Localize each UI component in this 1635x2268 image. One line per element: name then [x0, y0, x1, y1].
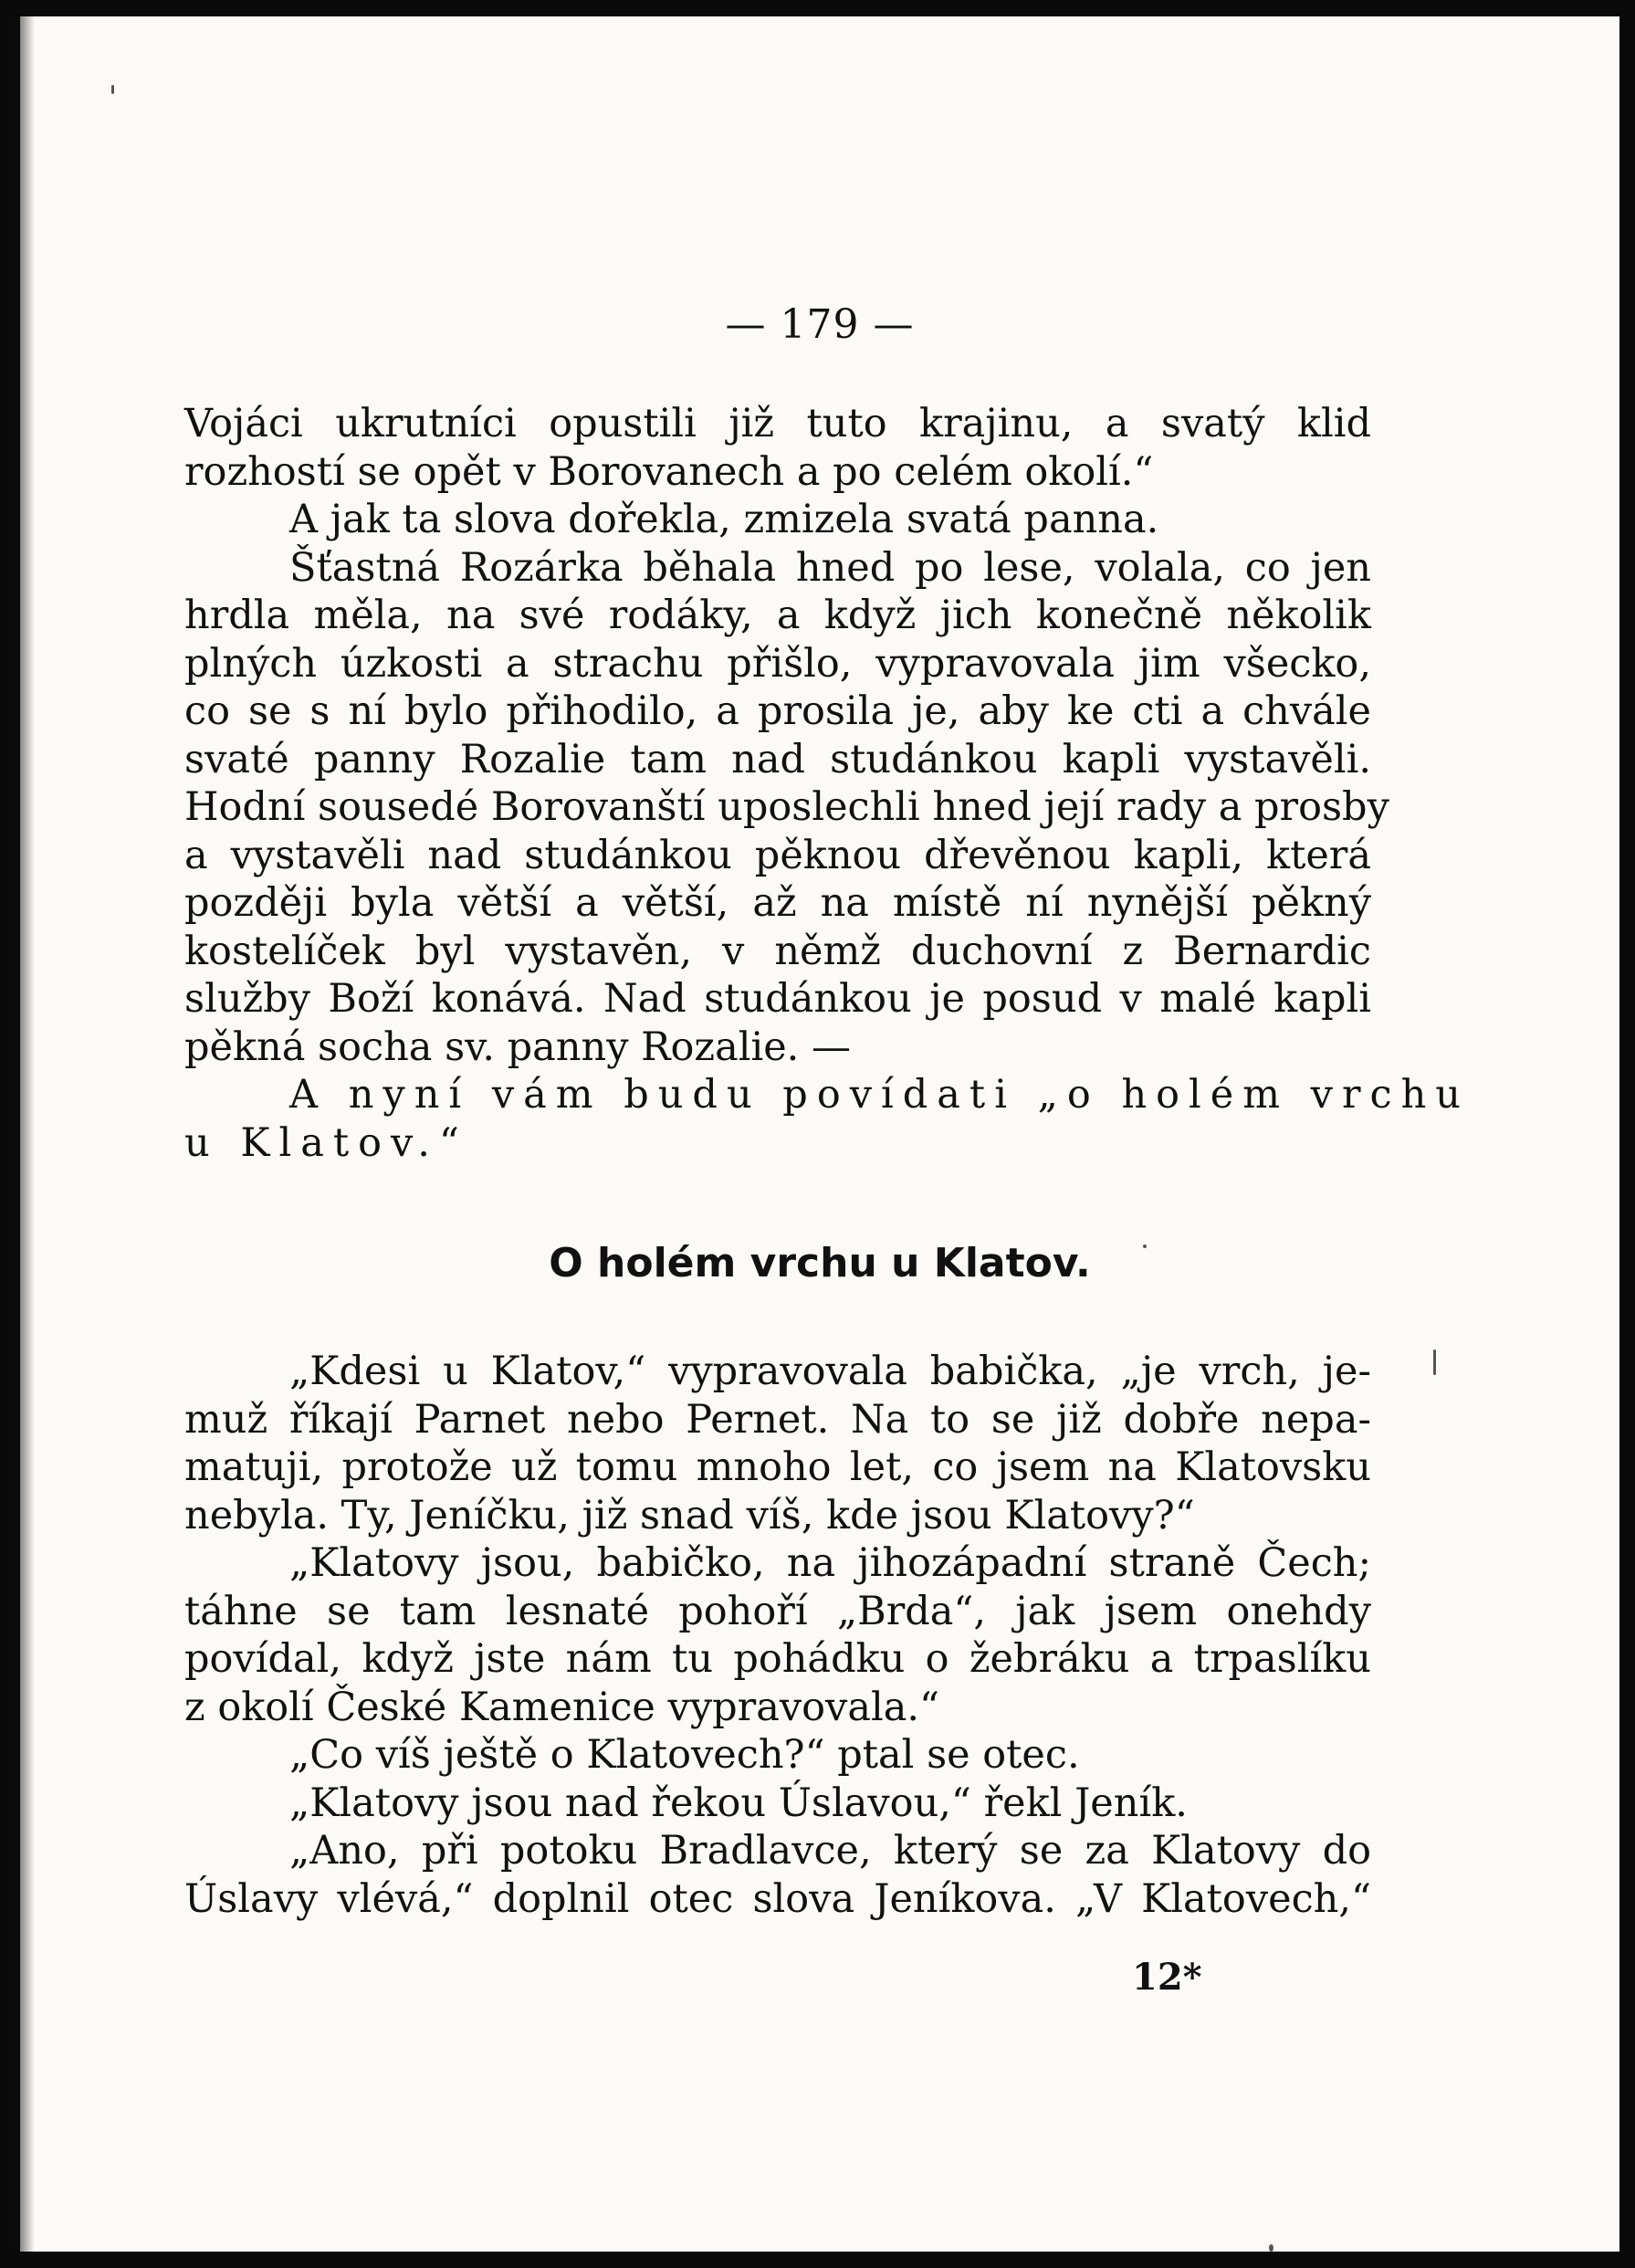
text-line: „Ano, při potoku Bradlavce, který se za Klatovy do [289, 1828, 1371, 1874]
text-line: „Kdesi u Klatov,“ vypravovala babička, „je vrch, je- [289, 1349, 1371, 1394]
book-page [20, 16, 1619, 2252]
text-line: „Klatovy jsou, babičko, na jihozápadní straně Čech; [289, 1540, 1371, 1586]
paragraph-block-2 [184, 1348, 1371, 1923]
text-line: rozhostí se opět v Borovanech a po celém okolí.“ [184, 448, 1154, 495]
printer-signature-mark: 12* [1132, 1956, 1202, 1999]
text-line: matuji, protože už tomu mnoho let, co jsem na Klatovsku [184, 1444, 1371, 1490]
paper-speck [1143, 1244, 1147, 1248]
text-line: plných úzkosti a strachu přišlo, vypravovala jim všecko, [184, 640, 1371, 687]
text-line: z okolí České Kamenice vypravovala.“ [184, 1684, 939, 1730]
text-line: co se s ní bylo přihodilo, a prosila je, aby ke cti a chvále [184, 688, 1371, 734]
page-binding-shadow [20, 16, 35, 2252]
text-line: A jak ta slova dořekla, zmizela svatá panna. [289, 497, 1159, 542]
text-line: a vystavěli nad studánkou pěknou dřevěnou kapli, která [184, 832, 1371, 878]
text-line: později byla větší a větší, až na místě ní nynější pěkný [184, 880, 1371, 926]
text-line: Úslavy vlévá,“ doplnil otec slova Jeníkova. „V Klatovech,“ [184, 1875, 1371, 1922]
text-line: kostelíček byl vystavěn, v němž duchovní z Bernardic [184, 928, 1371, 974]
text-line: nebyla. Ty, Jeníčku, již snad víš, kde jsou Klatovy?“ [184, 1492, 1195, 1538]
text-line: Šťastná Rozárka běhala hned po lese, volala, co jen [289, 544, 1371, 591]
text-line: A nyní vám budu povídati „o holém vrchu [289, 1072, 1470, 1118]
text-line: Hodní sousedé Borovanští uposlechli hned její rady a prosby [184, 784, 1389, 830]
text-line: svaté panny Rozalie tam nad studánkou kapli vystavěli. [184, 736, 1371, 782]
section-heading: O holém vrchu u Klatov. [549, 1240, 1091, 1286]
page-number: — 179 — [725, 301, 915, 348]
text-line: služby Boží konává. Nad studánkou je posud v malé kapli [184, 976, 1371, 1022]
paragraph-block-1 [184, 400, 1470, 1167]
text-line: Vojáci ukrutníci opustili již tuto krajinu, a svatý klid [184, 401, 1371, 446]
paper-speck [111, 85, 114, 94]
text-line: „Klatovy jsou nad řekou Úslavou,“ řekl Jeník. [289, 1780, 1188, 1826]
text-line: pěkná socha sv. panny Rozalie. — [184, 1024, 852, 1070]
text-line: povídal, když jste nám tu pohádku o žebráku a trpaslíku [184, 1636, 1371, 1682]
text-line: „Co víš ještě o Klatovech?“ ptal se otec. [289, 1732, 1080, 1778]
text-line: hrdla měla, na své rodáky, a když jich konečně několik [184, 593, 1371, 638]
paper-speck [1269, 2244, 1273, 2252]
text-line: u Klatov.“ [184, 1119, 468, 1166]
text-line: muž říkají Parnet nebo Pernet. Na to se již dobře nepa- [184, 1396, 1371, 1443]
paper-speck [1433, 1349, 1436, 1375]
text-line: táhne se tam lesnaté pohoří „Brda“, jak jsem onehdy [184, 1588, 1371, 1634]
